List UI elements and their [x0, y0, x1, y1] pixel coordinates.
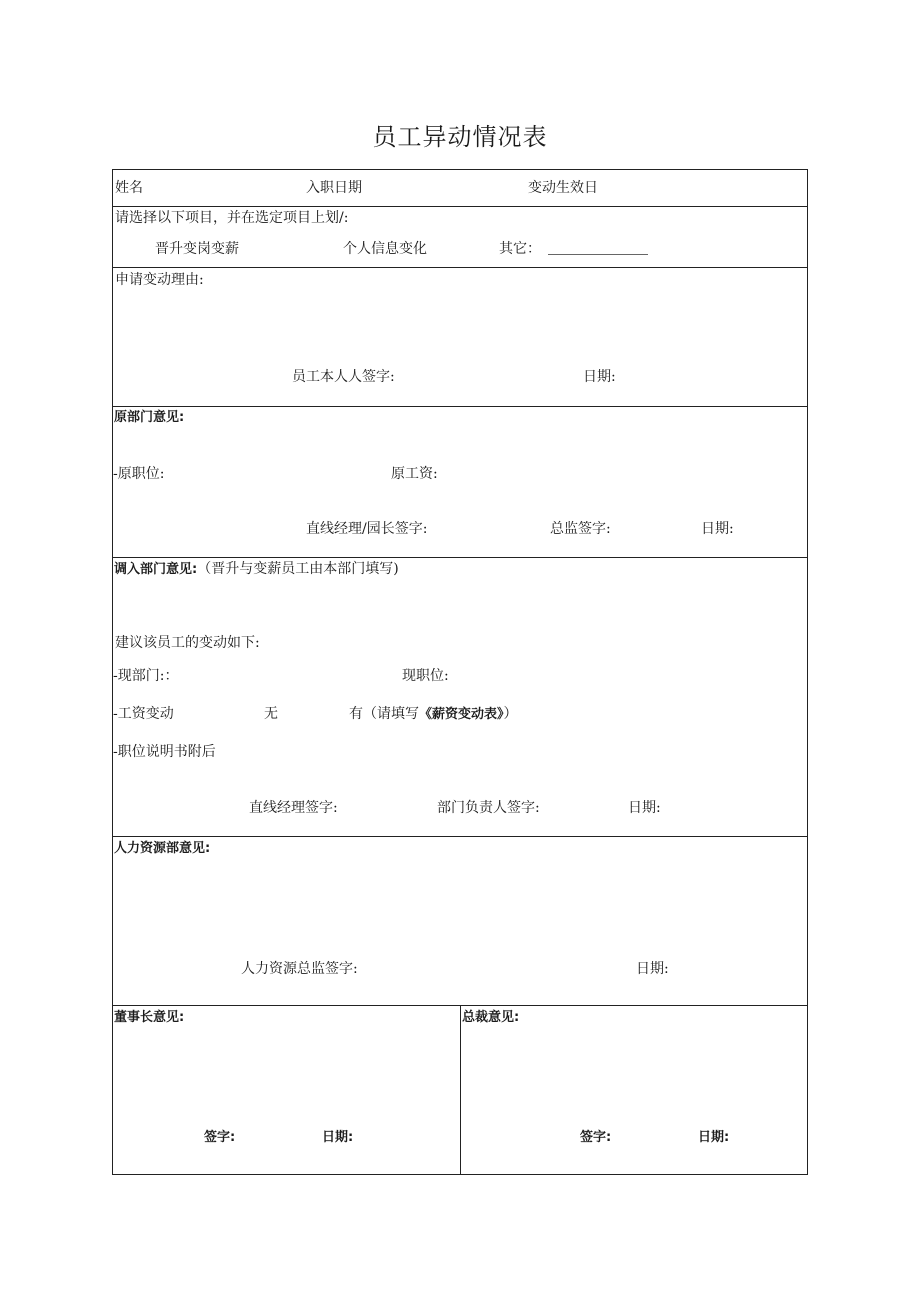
option-promotion[interactable]: 晋升变岗变薪 [155, 241, 239, 257]
row-divider [112, 267, 808, 268]
salary-form-name: 《薪资变动表》 [419, 707, 504, 722]
president-label: 总裁意见: [462, 1010, 520, 1025]
salary-change-has[interactable] [349, 706, 518, 723]
hr-label: 人力资源部意见: [114, 841, 211, 856]
chairman-label: 董事长意见: [114, 1010, 185, 1025]
new-dept-label: 调入部门意见: [114, 562, 198, 577]
director-signature-label: 总监签字: [550, 521, 611, 537]
new-dept-date-label: 日期: [628, 800, 661, 816]
salary-change-label: -工资变动 [113, 706, 174, 722]
row-divider [112, 836, 808, 837]
has-prefix: 有（请填写 [349, 706, 419, 722]
salary-change-none[interactable]: 无 [264, 706, 278, 722]
dept-head-signature-label: 部门负责人签字: [437, 800, 540, 816]
orig-dept-label: 原部门意见: [114, 410, 185, 425]
chairman-date-label: 日期: [322, 1130, 354, 1145]
president-date-label: 日期: [698, 1130, 730, 1145]
option-other[interactable]: 其它： [499, 241, 541, 257]
hr-director-signature-label: 人力资源总监签字: [241, 961, 358, 977]
reason-label: 申请变动理由: [115, 272, 204, 288]
hire-date-label: 入职日期 [306, 180, 362, 196]
line-manager-signature-label: 直线经理签字: [249, 800, 338, 816]
orig-position-label: -原职位: [113, 466, 165, 482]
effective-date-label: 变动生效日 [528, 180, 598, 196]
manager-signature-label: 直线经理/园长签字: [306, 521, 428, 537]
hr-date-label: 日期: [636, 961, 669, 977]
suggest-label: 建议该员工的变动如下: [115, 635, 260, 651]
employee-signature-label: 员工本人人签字: [292, 369, 395, 385]
row-divider [112, 406, 808, 407]
row-divider [112, 206, 808, 207]
name-label: 姓名 [115, 180, 143, 196]
column-divider [460, 1005, 461, 1175]
current-dept-label: -现部门:： [113, 668, 179, 684]
option-personal-info[interactable]: 个人信息变化 [343, 241, 427, 257]
page-title: 员工异动情况表 [372, 123, 548, 151]
attach-note: -职位说明书附后 [113, 744, 216, 760]
has-suffix: ） [503, 706, 518, 722]
current-position-label: 现职位: [402, 668, 449, 684]
president-signature-label: 签字: [580, 1130, 612, 1145]
new-dept-heading [114, 561, 399, 578]
row-divider [112, 557, 808, 558]
chairman-signature-label: 签字: [204, 1130, 236, 1145]
reason-date-label: 日期: [583, 369, 616, 385]
orig-salary-label: 原工资: [391, 466, 438, 482]
other-blank-field[interactable] [548, 254, 648, 255]
orig-dept-date-label: 日期: [701, 521, 734, 537]
new-dept-note: （晋升与变薪员工由本部门填写) [197, 561, 399, 577]
choose-prompt: 请选择以下项目，并在选定项目上划/: [115, 210, 349, 226]
